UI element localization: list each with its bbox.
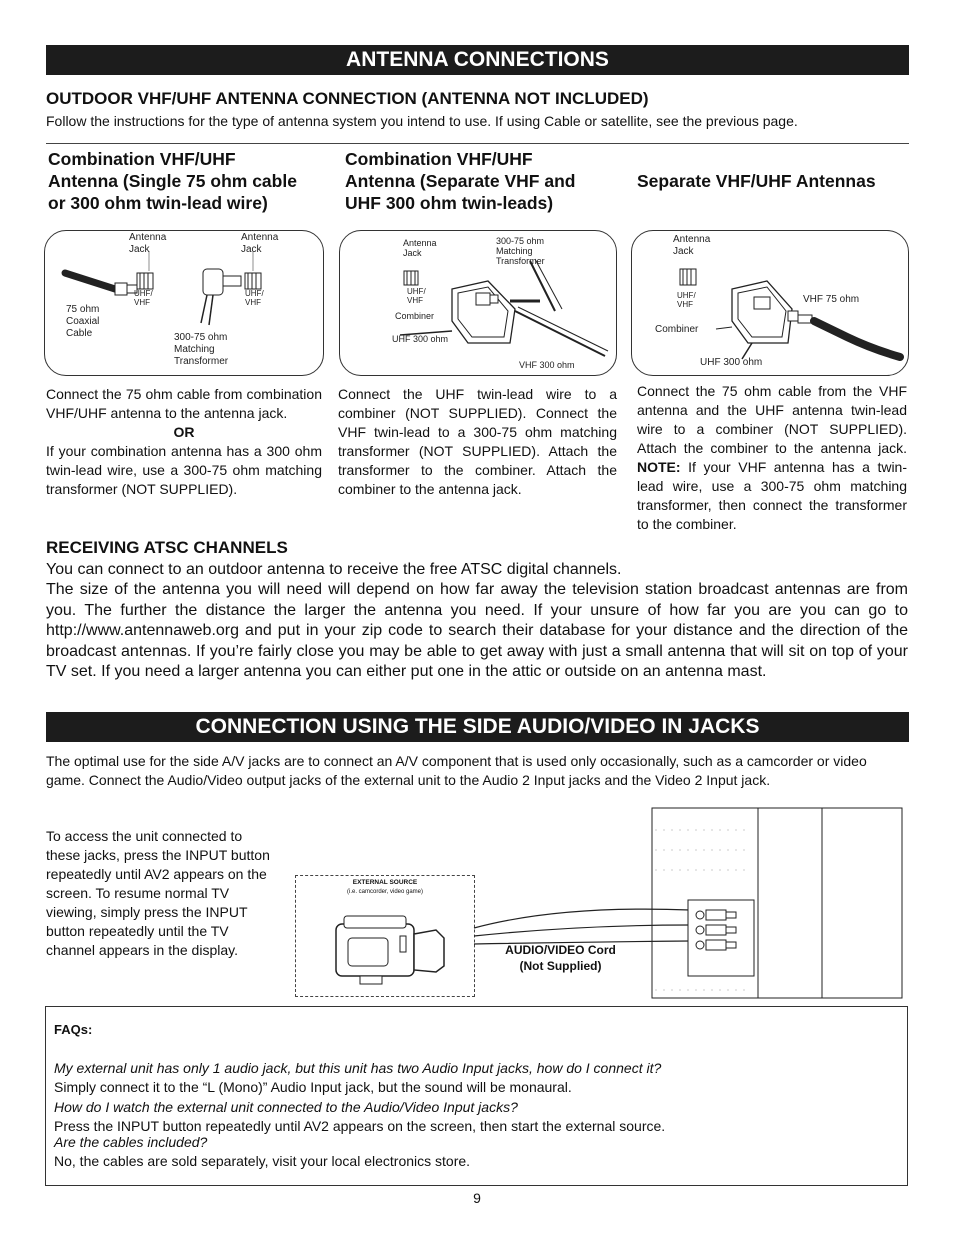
column3-description: Connect the 75 ohm cable from the VHF antenna and the UHF antenna twin-lead wire to a combiner (NOT SUPPLIED). Attach the combiner to the antenna jack. NOTE: If your VHF antenna has a twin-lead wire, use a 300-75 ohm matching transformer, then connect the transformer to the combiner. xyxy=(637,383,907,532)
matching-transformer-label: 300-75 ohm Matching Transformer xyxy=(174,332,229,367)
diagram-separate-antennas xyxy=(631,230,909,376)
antenna-jack-label: Antenna Jack xyxy=(403,238,437,258)
antenna-jack-label: Antenna Jack xyxy=(673,234,711,257)
column2-description: Connect the UHF twin-lead wire to a combiner (NOT SUPPLIED). Connect the VHF twin-lead to a 300-75 ohm matching transformer (NOT SUPPLIED). Attach the transformer to the combiner. Attach the combiner to the antenna jack. xyxy=(338,386,617,497)
uhf-vhf-label-1: UHF/ VHF xyxy=(134,289,153,307)
antenna-connections-banner: ANTENNA CONNECTIONS xyxy=(46,45,909,75)
side-av-banner: CONNECTION USING THE SIDE AUDIO/VIDEO IN JACKS xyxy=(46,712,909,742)
av-access-text: To access the unit connected to these jacks, press the INPUT button repeatedly until AV2 appears on the screen. To resume normal TV viewing, simply press the INPUT button repeatedly until the TV channel appears in the display. xyxy=(46,828,270,958)
outdoor-antenna-heading: OUTDOOR VHF/UHF ANTENNA CONNECTION (ANTENNA NOT INCLUDED) xyxy=(46,89,649,108)
vhf-300-ohm-label: VHF 300 ohm xyxy=(519,360,575,370)
av-cord-label: AUDIO/VIDEO Cord (Not Supplied) xyxy=(505,943,616,973)
atsc-heading: RECEIVING ATSC CHANNELS xyxy=(46,538,288,557)
faq-question-2: How do I watch the external unit connected to the Audio/Video Input jacks? xyxy=(54,1099,518,1115)
faq-title: FAQs: xyxy=(54,1022,93,1037)
faq-answer-1: Simply connect it to the “L (Mono)” Audio Input jack, but the sound will be monaural. xyxy=(54,1079,572,1095)
atsc-paragraph: The size of the antenna you will need will depend on how far away the television station broadcast antennas are from you. The further the distance the larger the antenna you need. If your unsure of how far you are you can go to http://www.antennaweb.org and put in your zip code to search their database for your distance and the direction of the broadcast antennas. If you’re fairly close you may be able to get away with just a small antenna that will sit on top of your TV set. If you need a larger antenna you can either put one in the attic or outside on an antenna mast. xyxy=(46,581,908,680)
page-number: 9 xyxy=(473,1190,481,1206)
coaxial-cable-label: 75 ohm Coaxial Cable xyxy=(66,304,100,339)
faq-question-1: My external unit has only 1 audio jack, but this unit has two Audio Input jacks, how do I connect it? xyxy=(54,1060,662,1076)
camcorder-icon xyxy=(296,876,474,996)
faq-question-3: Are the cables included? xyxy=(54,1134,208,1150)
column1-description: Connect the 75 ohm cable from combination VHF/UHF antenna to the antenna jack. OR If your combination antenna has a 300 ohm twin-lead wire, use a 300-75 ohm matching transformer (NOT SUPPLIED). xyxy=(46,386,322,497)
faq-answer-2: Press the INPUT button repeatedly until AV2 appears on the screen, then start the external source. xyxy=(54,1118,666,1134)
faq-box xyxy=(45,1006,908,1186)
column1-heading: Combination VHF/UHF Antenna (Single 75 ohm cable or 300 ohm twin-lead wire) xyxy=(48,149,297,213)
uhf-300-ohm-label: UHF 300 ohm xyxy=(700,357,763,368)
uhf-300-ohm-label: UHF 300 ohm xyxy=(392,334,449,344)
diagram-single-cable xyxy=(44,230,324,376)
external-source-box xyxy=(295,875,475,997)
combiner-label: Combiner xyxy=(655,324,699,335)
external-source-sublabel: (i.e. camcorder, video game) xyxy=(346,889,424,895)
combiner-transformer-illustration xyxy=(340,231,616,375)
vhf-75-ohm-label: VHF 75 ohm xyxy=(803,294,860,305)
diagram-separate-twinleads xyxy=(339,230,617,376)
outdoor-antenna-text: Follow the instructions for the type of antenna system you intend to use. If using Cable or satellite, see the previous page. xyxy=(46,113,798,129)
external-source-label: EXTERNAL SOURCE xyxy=(352,879,418,886)
av-intro: The optimal use for the side A/V jacks are to connect an A/V component that is used only occasionally, such as a camcorder or video game. Connect the Audio/Video output jacks of the external unit to the Audio 2 Input jacks and the Video 2 Input jack. xyxy=(46,753,867,788)
matching-transformer-label: 300-75 ohm Matching Transformer xyxy=(496,236,545,266)
column3-heading: Separate VHF/UHF Antennas xyxy=(637,171,876,191)
antenna-jack-label-2: Antenna Jack xyxy=(241,232,279,255)
uhf-vhf-label-2: UHF/ VHF xyxy=(245,289,264,307)
faq-answer-3: No, the cables are sold separately, visit your local electronics store. xyxy=(54,1153,471,1169)
uhf-vhf-label: UHF/ VHF xyxy=(407,287,426,305)
antenna-jack-label-1: Antenna Jack xyxy=(129,232,167,255)
atsc-intro: You can connect to an outdoor antenna to receive the free ATSC digital channels. xyxy=(46,561,622,578)
combiner-label: Combiner xyxy=(395,311,435,321)
uhf-vhf-label: UHF/ VHF xyxy=(677,291,696,309)
section-divider xyxy=(46,143,909,144)
column2-heading: Combination VHF/UHF Antenna (Separate VHF and UHF 300 ohm twin-leads) xyxy=(345,149,576,213)
